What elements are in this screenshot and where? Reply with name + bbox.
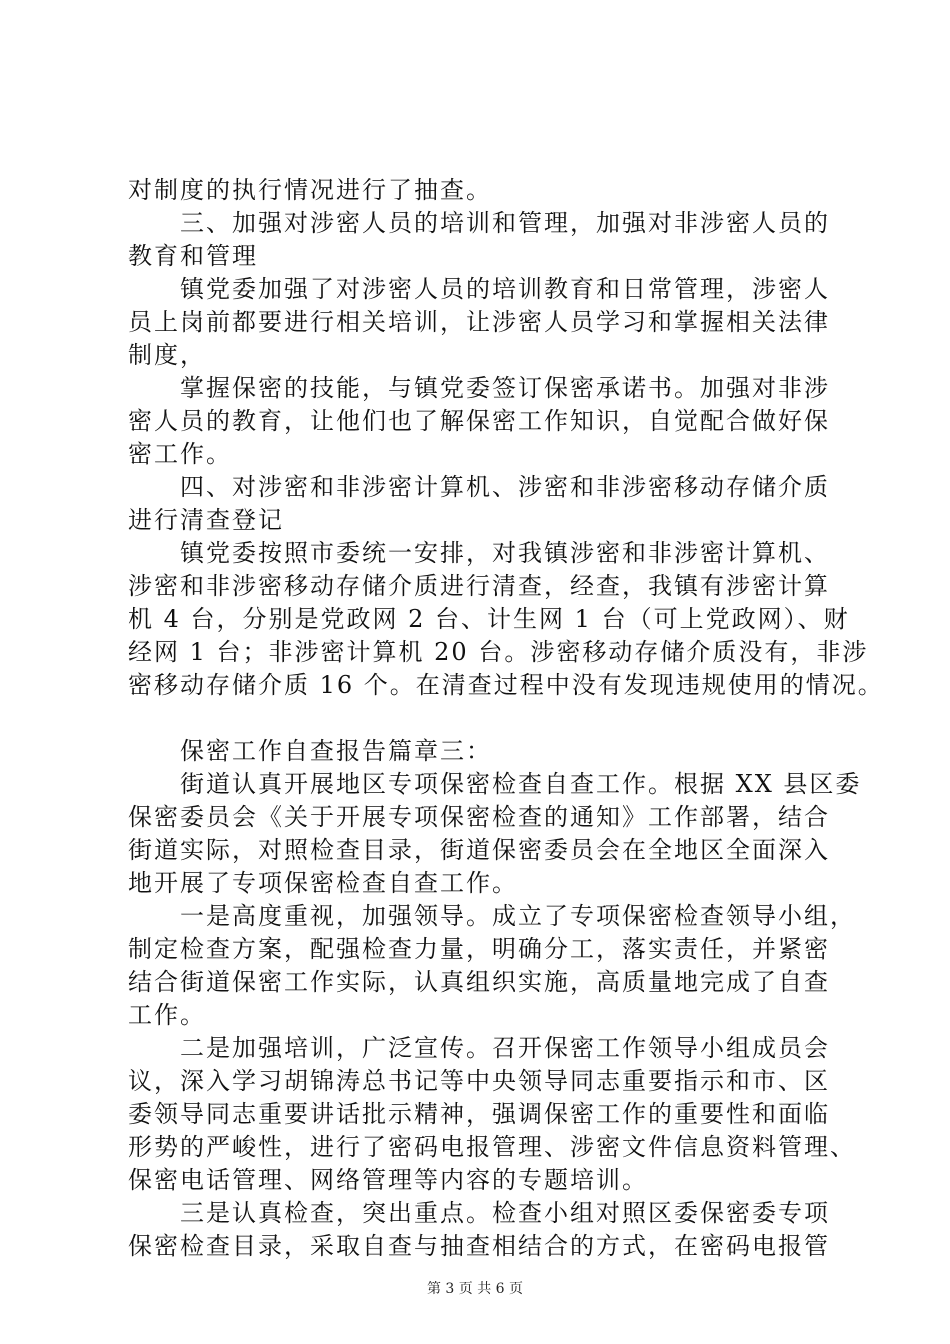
- text-line: 议，深入学习胡锦涛总书记等中央领导同志重要指示和市、区: [128, 1067, 830, 1095]
- text-line: 保密委员会《关于开展专项保密检查的通知》工作部署，结合: [128, 803, 830, 831]
- text-line: 镇党委加强了对涉密人员的培训教育和日常管理，涉密人: [180, 275, 830, 303]
- section-heading-3: 三、加强对涉密人员的培训和管理，加强对非涉密人员的: [180, 209, 830, 237]
- text-line: 密移动存储介质 16 个。在清查过程中没有发现违规使用的情况。: [128, 671, 884, 699]
- text-line: 制度，: [128, 341, 206, 369]
- section-heading-4-cont: 进行清查登记: [128, 506, 284, 534]
- text-line: 涉密和非涉密移动存储介质进行清查，经查，我镇有涉密计算: [128, 572, 830, 600]
- section-heading-3-cont: 教育和管理: [128, 242, 258, 270]
- section-heading-4: 四、对涉密和非涉密计算机、涉密和非涉密移动存储介质: [180, 473, 830, 501]
- text-line: 一是高度重视，加强领导。成立了专项保密检查领导小组，: [180, 902, 856, 930]
- text-line: 镇党委按照市委统一安排，对我镇涉密和非涉密计算机、: [180, 539, 830, 567]
- page-number-footer: 第 3 页 共 6 页: [426, 1281, 524, 1297]
- text-line: 工作。: [128, 1001, 206, 1029]
- text-line: 员上岗前都要进行相关培训，让涉密人员学习和掌握相关法律: [128, 308, 830, 336]
- text-line: 保密检查目录，采取自查与抽查相结合的方式，在密码电报管: [128, 1232, 830, 1260]
- text-line: 街道实际，对照检查目录，街道保密委员会在全地区全面深入: [128, 836, 830, 864]
- text-line: 密人员的教育，让他们也了解保密工作知识，自觉配合做好保: [128, 407, 830, 435]
- text-line: 地开展了专项保密检查自查工作。: [128, 869, 518, 897]
- text-line: 掌握保密的技能，与镇党委签订保密承诺书。加强对非涉: [180, 374, 830, 402]
- text-line: 对制度的执行情况进行了抽查。: [128, 176, 492, 204]
- text-line: 二是加强培训，广泛宣传。召开保密工作领导小组成员会: [180, 1034, 830, 1062]
- text-line: 经网 1 台；非涉密计算机 20 台。涉密移动存储介质没有，非涉: [128, 638, 869, 666]
- text-line: 密工作。: [128, 440, 232, 468]
- text-line: 街道认真开展地区专项保密检查自查工作。根据 XX 县区委: [180, 770, 862, 798]
- text-line: 形势的严峻性，进行了密码电报管理、涉密文件信息资料管理、: [128, 1133, 856, 1161]
- text-line: 结合街道保密工作实际，认真组织实施，高质量地完成了自查: [128, 968, 830, 996]
- text-line: 保密电话管理、网络管理等内容的专题培训。: [128, 1166, 648, 1194]
- text-line: 委领导同志重要讲话批示精神，强调保密工作的重要性和面临: [128, 1100, 830, 1128]
- text-line: 制定检查方案，配强检查力量，明确分工，落实责任，并紧密: [128, 935, 830, 963]
- text-line: 机 4 台，分别是党政网 2 台、计生网 1 台（可上党政网）、财: [128, 605, 850, 633]
- text-line: 三是认真检查，突出重点。检查小组对照区委保密委专项: [180, 1199, 830, 1227]
- chapter-title: 保密工作自查报告篇章三：: [180, 737, 492, 765]
